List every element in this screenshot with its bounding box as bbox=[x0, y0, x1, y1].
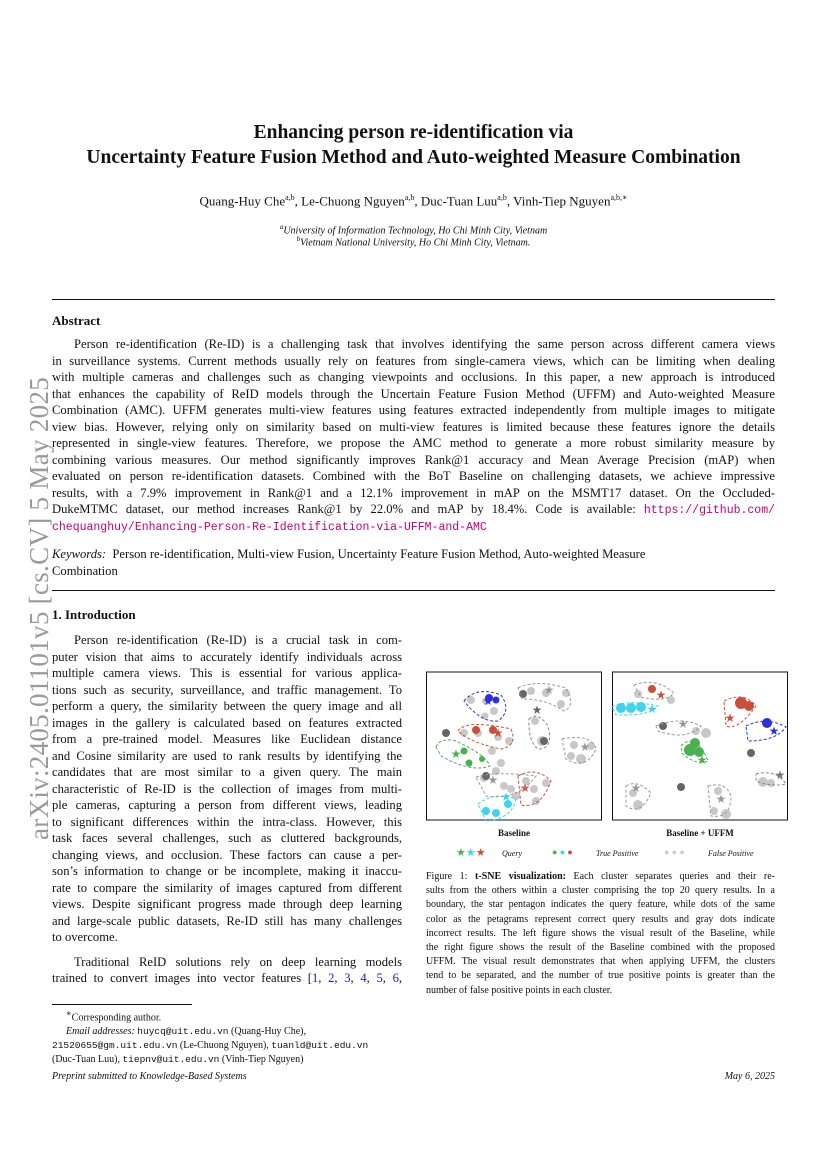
intro-line: tions such as security, surveillance, and traffic management. To bbox=[52, 682, 402, 697]
affiliation: $^b$Vietnam National University, Ho Chi Minh City, Vietnam. bbox=[296, 235, 531, 249]
email-label: Email addresses: bbox=[66, 1026, 135, 1038]
paper-title-line1: Enhancing person re-identification via bbox=[253, 122, 574, 143]
caption-line: tend to be separated, and the number of true positive points is greater than the bbox=[426, 970, 775, 982]
intro-line: candidates that are most similar to a given query. The main bbox=[52, 765, 402, 779]
false-positive-dot-icons: ● ● ● bbox=[664, 847, 685, 857]
figure-legend bbox=[456, 849, 786, 861]
svg-text:★: ★ bbox=[482, 694, 494, 708]
email-link[interactable]: 21520655@gm.uit.edu.vn bbox=[52, 1040, 178, 1052]
keywords bbox=[52, 546, 775, 579]
author-sup: a,b,∗ bbox=[610, 193, 628, 202]
intro-line: views. Despite significant progress made through deep learning bbox=[52, 897, 402, 911]
author: Vinh-Tiep Nguyen bbox=[513, 193, 611, 209]
citation-link[interactable]: 5 bbox=[376, 971, 383, 985]
caption-line: incorrect results. The left figure shows the visual result of the Baseline, while bbox=[426, 927, 775, 939]
abstract-line: results, with a 7.9% improvement in Rank@1 and a 12.1% improvement in mAP on the MSMT17 dataset. On the Occluded- bbox=[52, 485, 775, 500]
intro-line: characteristic of Re-ID is the collection of images from multi- bbox=[52, 781, 402, 796]
baseline-label: Baseline bbox=[497, 828, 530, 838]
email-link[interactable]: tiepnv@uit.edu.vn bbox=[122, 1054, 220, 1066]
intro-line: son’s information to change or be incomplete, making it inaccu- bbox=[52, 864, 402, 878]
caption-line: Figure 1: t-SNE visualization: Each cluster separates queries and their re- bbox=[426, 871, 776, 882]
caption-line: boundary, the star pentagon indicates the query feature, while dots of the same bbox=[426, 899, 775, 911]
svg-text:★: ★ bbox=[677, 717, 689, 731]
abstract-line: evaluated on person re-identification datasets. Combined with the BoT Baseline on challenging datasets, we achieve impressive bbox=[52, 469, 775, 483]
abstract-body bbox=[52, 336, 775, 534]
intro-line: to overcome. bbox=[52, 930, 118, 944]
svg-text:★: ★ bbox=[500, 790, 512, 804]
svg-text:★: ★ bbox=[531, 703, 543, 717]
corresponding-note: Corresponding author. bbox=[71, 1012, 162, 1024]
paper-title-line2: Uncertainty Feature Fusion Method and Auto-weighted Measure Combination bbox=[86, 147, 741, 168]
svg-text:★: ★ bbox=[646, 702, 658, 716]
svg-text:★: ★ bbox=[492, 726, 504, 740]
legend-true-positive: True Positive bbox=[596, 849, 639, 858]
section-heading: 1. Introduction bbox=[52, 607, 136, 622]
footnote-rule bbox=[52, 1004, 192, 1005]
intro-line: and large-scale public datasets, Re-ID still has many challenges bbox=[52, 913, 402, 928]
divider bbox=[52, 590, 775, 591]
keywords-text: Person re-identification, Multi-view Fusion, Uncertainty Feature Fusion Method, Auto-weighted Measure bbox=[112, 547, 646, 561]
keywords-label: Keywords: bbox=[52, 547, 107, 561]
figure-caption bbox=[426, 870, 775, 998]
intro-line: perform a query, the similarity between the query image and all bbox=[52, 699, 402, 713]
author: Duc-Tuan Luu bbox=[420, 193, 498, 209]
author-sup: a,b bbox=[285, 193, 295, 202]
footnote: ∗Corresponding author. Email addresses: huycq@uit.edu.vn (Quang-Huy Che), 21520655@gm.uit.edu.vn (Le-Chuong Nguyen), tuanld@uit.edu.vn (Duc-Tuan Luu), tiepnv@uit.edu.vn (Vinh-Tiep Nguyen) bbox=[52, 1009, 369, 1066]
abstract-line bbox=[52, 501, 775, 518]
intro-line: ple cameras, capturing a person from different views, leading bbox=[52, 798, 402, 812]
code-url-link[interactable]: chequanghuy/Enhancing-Person-Re-Identification-via-UFFM-and-AMC bbox=[52, 520, 487, 534]
svg-text:★: ★ bbox=[715, 792, 727, 806]
svg-text:★: ★ bbox=[579, 740, 591, 754]
footer-date: May 6, 2025 bbox=[724, 1071, 775, 1082]
intro-line: images in the gallery is calculated based on features extracted bbox=[52, 715, 402, 730]
citation-link[interactable]: 3 bbox=[344, 971, 351, 985]
code-url-link[interactable]: https://github.com/ bbox=[643, 504, 775, 517]
keywords-text: Combination bbox=[52, 563, 118, 578]
caption-line: UFFM. The visual result demonstrates that when applying UFFM, the clusters bbox=[426, 956, 775, 968]
abstract-line: that enhances the capability of ReID models through the Uncertain Feature Fusion Method (UFFM) and Auto-weighted Measure bbox=[52, 386, 775, 401]
svg-text:★: ★ bbox=[696, 753, 708, 767]
svg-text:★: ★ bbox=[630, 781, 642, 795]
true-positive-dot-icons: ● ● ● bbox=[552, 847, 573, 857]
citation-link[interactable]: 4 bbox=[360, 971, 367, 985]
svg-text:★: ★ bbox=[519, 781, 531, 795]
intro-line: and Cosine similarity are used to rank results by identifying the bbox=[52, 748, 402, 763]
svg-text:★: ★ bbox=[487, 773, 499, 787]
citation-link[interactable]: 2 bbox=[328, 971, 335, 985]
legend-false-positive: False Positive bbox=[708, 849, 754, 858]
intro-line: to significant differences within the intra-class. However, this bbox=[52, 814, 402, 829]
abstract-line: represented in single-view features. Therefore, we propose the AMC method to generate a more robust similarity measure by bbox=[52, 436, 775, 450]
abstract-line: Person re-identification (Re-ID) is a challenging task that involves identifying the same person across different camera views bbox=[74, 337, 775, 351]
caption-line: color as the petagrams represent correct query results and gray dots indicate bbox=[426, 913, 775, 925]
abstract-line: with multiple cameras and challenges such as changing viewpoints and occlusions. In this paper, a new approach is introduced bbox=[52, 370, 775, 384]
citation-link[interactable]: 6 bbox=[392, 971, 399, 985]
svg-text:★: ★ bbox=[724, 711, 736, 725]
query-star-icons: ★★★ bbox=[456, 847, 486, 859]
intro-line: multiple camera views. This is essential for various applica- bbox=[52, 666, 402, 680]
abstract-line: in surveillance systems. Current methods usually rely on features from single-camera views, which can be limiting when dealing bbox=[52, 353, 775, 368]
divider bbox=[52, 299, 775, 300]
author-sup: a,b bbox=[404, 193, 415, 202]
email-link[interactable]: huycq@uit.edu.vn bbox=[137, 1026, 229, 1038]
intro-line: changing views, and occlusion. These factors can cause a per- bbox=[52, 847, 402, 862]
paragraph-gap bbox=[52, 946, 402, 954]
intro-line: rate to compare the similarity of images captured from different bbox=[52, 880, 402, 895]
caption-line: sults from the others within a cluster comprising the top 20 query results. In a bbox=[426, 885, 775, 897]
arxiv-watermark: arXiv:2405.01101v5 [cs.CV] 5 May 2025 bbox=[24, 376, 54, 840]
caption-line: number of false positive points in each cluster. bbox=[426, 984, 613, 996]
figure-1 bbox=[426, 671, 788, 861]
legend-query: Query bbox=[502, 849, 522, 858]
intro-line: Traditional ReID solutions rely on deep learning models bbox=[74, 954, 402, 969]
email-link[interactable]: tuanld@uit.edu.vn bbox=[271, 1040, 369, 1052]
svg-text:★: ★ bbox=[768, 724, 780, 738]
abstract-line bbox=[52, 518, 775, 535]
abstract-heading: Abstract bbox=[52, 313, 101, 328]
svg-text:★: ★ bbox=[774, 768, 786, 782]
intro-body bbox=[52, 632, 402, 987]
abstract-line: view bias. However, relying only on similarity based on multi-view features is limited because these features ignore the details bbox=[52, 419, 775, 434]
abstract-text: DukeMTMC dataset, our method increases Rank@1 by 22.0% and mAP by 18.4%. Code is available: bbox=[52, 502, 636, 516]
intro-line: task faces several challenges, such as cluttered backgrounds, bbox=[52, 831, 402, 845]
svg-text:★: ★ bbox=[450, 747, 462, 761]
author-list: Quang-Huy Che$^{a,b}$, Le-Chuong Nguyen$^{a,b}$, Duc-Tuan Luu$^{a,b}$, Vinh-Tiep Nguyen$^{a,b,∗}$ bbox=[199, 193, 628, 209]
affiliation: $^a$University of Information Technology, Ho Chi Minh City, Vietnam bbox=[279, 223, 548, 237]
intro-text: trained to convert images into vector features [ bbox=[52, 971, 312, 985]
intro-line: puter vision that aims to accurately identify individuals across bbox=[52, 649, 402, 664]
footer-journal: Preprint submitted to Knowledge-Based Systems bbox=[52, 1071, 247, 1082]
abstract-line: Combination (AMC). UFFM generates multi-view features using features extracted independently from multiple images to mitigate bbox=[52, 403, 775, 417]
author-sup: a,b bbox=[497, 193, 507, 202]
intro-line: Person re-identification (Re-ID) is a crucial task in com- bbox=[74, 633, 402, 647]
intro-line: from a pre-trained model. Measures like Euclidean distance bbox=[52, 732, 402, 746]
svg-text:★: ★ bbox=[655, 688, 667, 702]
abstract-line: combining various measures. Our method significantly improves Rank@1 accuracy and Mean Average Precision (mAP) when bbox=[52, 452, 775, 467]
author: Quang-Huy Che bbox=[199, 193, 286, 209]
uffm-label: Baseline + UFFM bbox=[666, 828, 734, 838]
intro-line: trained to convert images into vector features [1, 2, 3, 4, 5, 6, bbox=[52, 971, 403, 985]
author: Le-Chuong Nguyen bbox=[301, 193, 405, 209]
citation-link[interactable]: 1 bbox=[311, 971, 319, 985]
svg-text:★: ★ bbox=[543, 683, 555, 697]
caption-line: the right figure shows the result of the Baseline combined with the proposed bbox=[426, 941, 775, 953]
